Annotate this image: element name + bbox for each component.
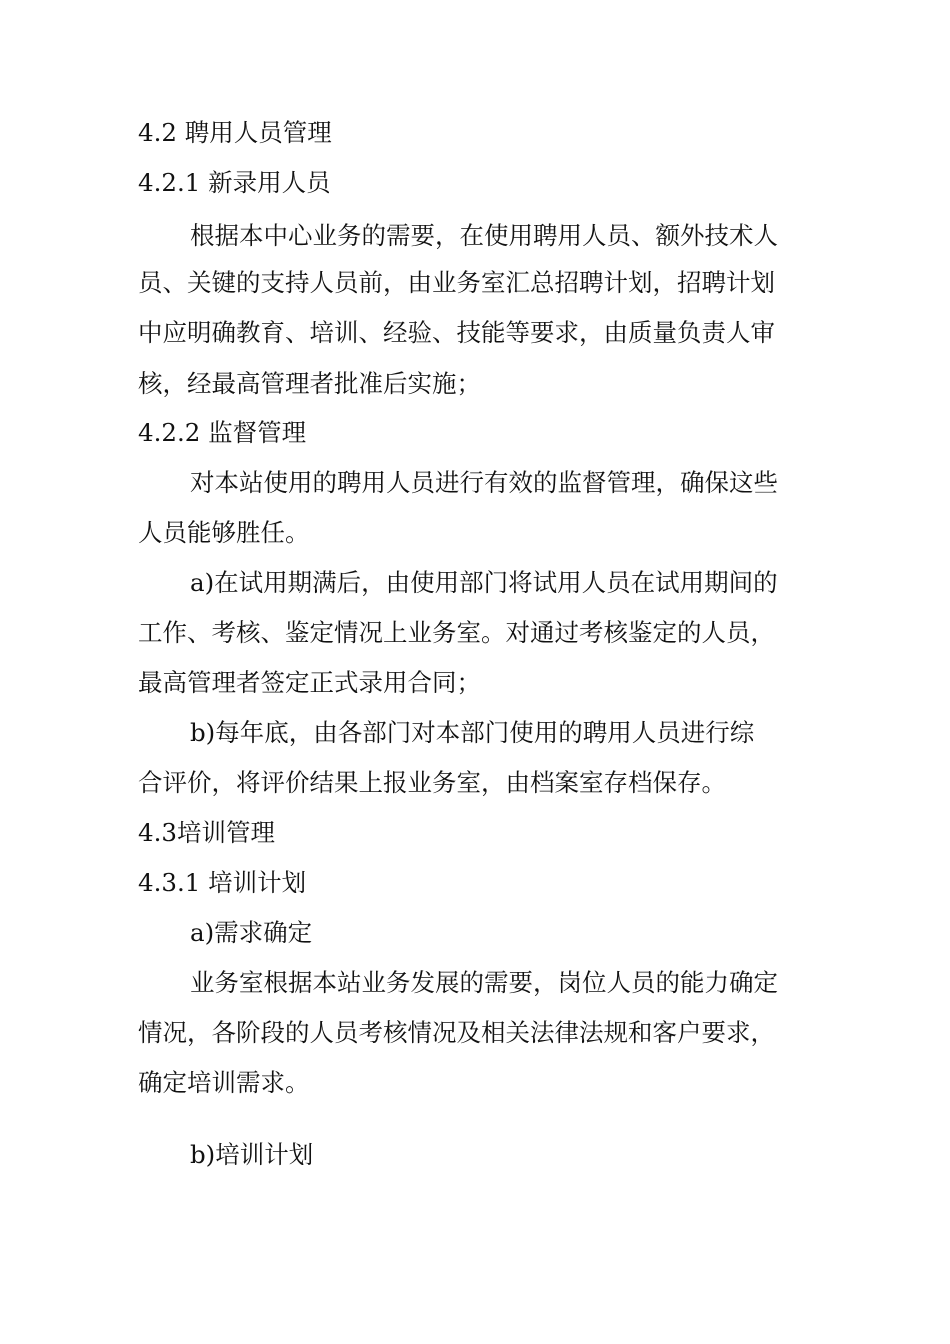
paragraph-line: 对本站使用的聘用人员进行有效的监督管理，确保这些 [190,468,778,497]
section-heading-4-3: 4.3培训管理 [138,818,275,847]
subsection-heading-4-2-1: 4.2.1 新录用人员 [138,168,331,197]
paragraph-line: 确定培训需求。 [138,1068,310,1097]
list-item-heading: b)培训计划 [190,1140,314,1169]
list-item-line: 合评价，将评价结果上报业务室，由档案室存档保存。 [138,768,726,797]
paragraph-line: 中应明确教育、培训、经验、技能等要求，由质量负责人审 [138,318,775,347]
list-item-heading: a)需求确定 [190,918,313,947]
subsection-heading-4-3-1: 4.3.1 培训计划 [138,868,307,897]
paragraph-line: 员、关键的支持人员前，由业务室汇总招聘计划，招聘计划 [138,268,775,297]
paragraph-line: 情况，各阶段的人员考核情况及相关法律法规和客户要求， [138,1018,775,1047]
paragraph-line: 人员能够胜任。 [138,518,310,547]
paragraph-line: 根据本中心业务的需要，在使用聘用人员、额外技术人 [190,221,778,250]
subsection-heading-4-2-2: 4.2.2 监督管理 [138,418,307,447]
paragraph-line: 核，经最高管理者批准后实施； [138,369,481,398]
list-item-line: b)每年底，由各部门对本部门使用的聘用人员进行综 [190,718,755,747]
list-item-line: 最高管理者签定正式录用合同； [138,668,481,697]
paragraph-line: 业务室根据本站业务发展的需要，岗位人员的能力确定 [190,968,778,997]
section-heading-4-2: 4.2 聘用人员管理 [138,118,332,147]
list-item-line: a)在试用期满后，由使用部门将试用人员在试用期间的 [190,568,778,597]
list-item-line: 工作、考核、鉴定情况上业务室。对通过考核鉴定的人员， [138,618,775,647]
